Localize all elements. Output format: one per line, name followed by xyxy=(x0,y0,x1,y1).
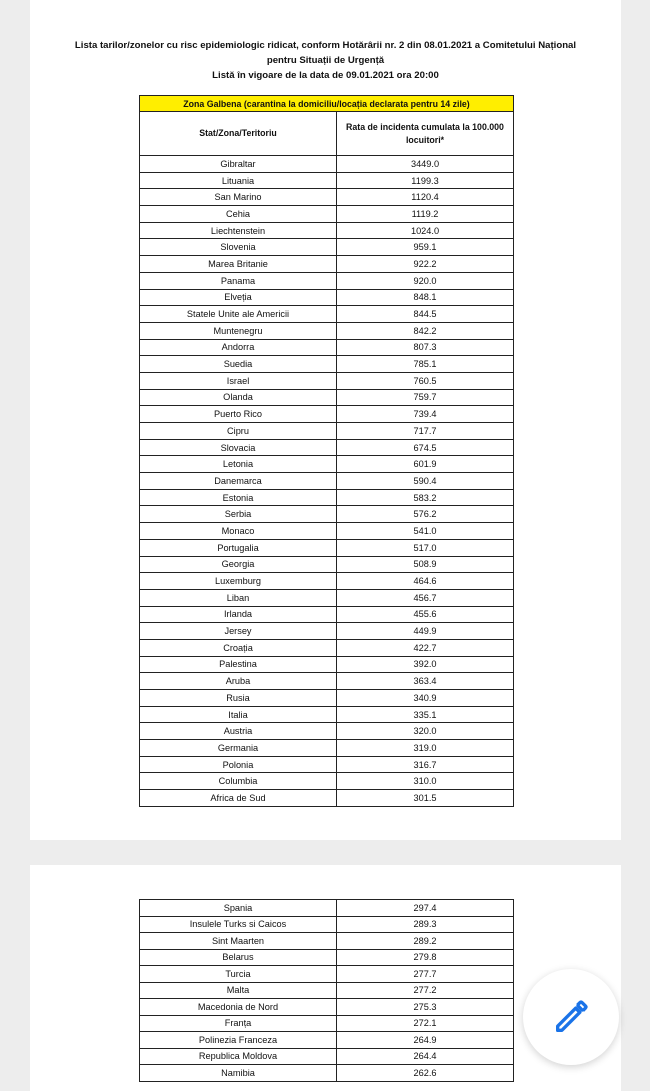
edit-button[interactable] xyxy=(523,969,619,1065)
rate-cell: 456.7 xyxy=(337,589,514,606)
zone-label: Zona Galbena (carantina la domiciliu/locația declarata pentru 14 zile) xyxy=(140,96,514,112)
country-cell: Columbia xyxy=(140,773,337,790)
rate-cell: 319.0 xyxy=(337,740,514,757)
country-cell: Rusia xyxy=(140,690,337,707)
rate-cell: 583.2 xyxy=(337,489,514,506)
rate-cell: 422.7 xyxy=(337,639,514,656)
country-cell: Belarus xyxy=(140,949,337,966)
table-row xyxy=(140,539,514,556)
table-row xyxy=(140,1048,514,1065)
country-cell: Israel xyxy=(140,372,337,389)
table-row xyxy=(140,900,514,917)
country-cell: Franța xyxy=(140,1015,337,1032)
country-cell: Palestina xyxy=(140,656,337,673)
rate-cell: 1120.4 xyxy=(337,189,514,206)
table-row xyxy=(140,982,514,999)
rate-cell: 517.0 xyxy=(337,539,514,556)
table-row xyxy=(140,740,514,757)
country-cell: Statele Unite ale Americii xyxy=(140,306,337,323)
document-page-1 xyxy=(30,0,621,840)
rate-cell: 277.7 xyxy=(337,966,514,983)
table-row xyxy=(140,966,514,983)
table-row xyxy=(140,1015,514,1032)
table-row xyxy=(140,690,514,707)
table-row xyxy=(140,656,514,673)
table-row xyxy=(140,556,514,573)
country-cell: Polinezia Franceza xyxy=(140,1032,337,1049)
table-row xyxy=(140,790,514,807)
country-cell: Andorra xyxy=(140,339,337,356)
country-cell: Elveția xyxy=(140,289,337,306)
country-cell: Irlanda xyxy=(140,606,337,623)
document-heading xyxy=(30,38,621,83)
rate-cell: 674.5 xyxy=(337,439,514,456)
table-row xyxy=(140,389,514,406)
table-row xyxy=(140,489,514,506)
table-row xyxy=(140,949,514,966)
country-cell: Republica Moldova xyxy=(140,1048,337,1065)
country-cell: Malta xyxy=(140,982,337,999)
rate-cell: 279.8 xyxy=(337,949,514,966)
country-cell: Gibraltar xyxy=(140,156,337,173)
rate-cell: 739.4 xyxy=(337,406,514,423)
country-cell: Liechtenstein xyxy=(140,222,337,239)
table-row xyxy=(140,673,514,690)
country-cell: Panama xyxy=(140,272,337,289)
country-cell: Slovenia xyxy=(140,239,337,256)
table-row xyxy=(140,589,514,606)
country-cell: Puerto Rico xyxy=(140,406,337,423)
country-cell: Serbia xyxy=(140,506,337,523)
rate-cell: 272.1 xyxy=(337,1015,514,1032)
country-cell: Olanda xyxy=(140,389,337,406)
rate-cell: 264.9 xyxy=(337,1032,514,1049)
table-row xyxy=(140,189,514,206)
document-page-2 xyxy=(30,865,621,1091)
country-cell: Estonia xyxy=(140,489,337,506)
rate-cell: 310.0 xyxy=(337,773,514,790)
country-cell: Macedonia de Nord xyxy=(140,999,337,1016)
country-cell: Aruba xyxy=(140,673,337,690)
table-row xyxy=(140,206,514,223)
table-row xyxy=(140,506,514,523)
country-cell: Liban xyxy=(140,589,337,606)
rate-cell: 320.0 xyxy=(337,723,514,740)
table-row xyxy=(140,222,514,239)
rate-cell: 464.6 xyxy=(337,573,514,590)
country-cell: Letonia xyxy=(140,456,337,473)
rate-cell: 785.1 xyxy=(337,356,514,373)
rate-cell: 576.2 xyxy=(337,506,514,523)
zone-row xyxy=(140,96,514,112)
table-row xyxy=(140,339,514,356)
column-header-country: Stat/Zona/Teritoriu xyxy=(140,112,337,156)
rate-cell: 335.1 xyxy=(337,706,514,723)
table-row xyxy=(140,439,514,456)
rate-cell: 959.1 xyxy=(337,239,514,256)
table-header-row xyxy=(140,112,514,156)
rate-cell: 297.4 xyxy=(337,900,514,917)
rate-cell: 340.9 xyxy=(337,690,514,707)
country-cell: Austria xyxy=(140,723,337,740)
table-row xyxy=(140,306,514,323)
country-cell: Insulele Turks si Caicos xyxy=(140,916,337,933)
table-row xyxy=(140,573,514,590)
table-row xyxy=(140,623,514,640)
rate-cell: 922.2 xyxy=(337,256,514,273)
country-cell: Italia xyxy=(140,706,337,723)
rate-cell: 262.6 xyxy=(337,1065,514,1082)
rate-cell: 807.3 xyxy=(337,339,514,356)
table-row xyxy=(140,456,514,473)
table-row xyxy=(140,239,514,256)
country-cell: Muntenegru xyxy=(140,322,337,339)
table-row xyxy=(140,1032,514,1049)
pencil-icon xyxy=(551,997,591,1037)
table-row xyxy=(140,372,514,389)
table-row xyxy=(140,723,514,740)
country-cell: Jersey xyxy=(140,623,337,640)
rate-cell: 392.0 xyxy=(337,656,514,673)
table-row xyxy=(140,523,514,540)
rate-cell: 275.3 xyxy=(337,999,514,1016)
country-cell: Danemarca xyxy=(140,473,337,490)
rate-cell: 1024.0 xyxy=(337,222,514,239)
rate-cell: 601.9 xyxy=(337,456,514,473)
rate-cell: 920.0 xyxy=(337,272,514,289)
rate-cell: 449.9 xyxy=(337,623,514,640)
country-cell: Georgia xyxy=(140,556,337,573)
table-row xyxy=(140,172,514,189)
rate-cell: 759.7 xyxy=(337,389,514,406)
country-cell: Turcia xyxy=(140,966,337,983)
country-cell: Africa de Sud xyxy=(140,790,337,807)
table-row xyxy=(140,473,514,490)
heading-line-2: pentru Situații de Urgență xyxy=(266,55,385,66)
rate-cell: 277.2 xyxy=(337,982,514,999)
country-cell: Germania xyxy=(140,740,337,757)
rate-cell: 508.9 xyxy=(337,556,514,573)
country-cell: Namibia xyxy=(140,1065,337,1082)
table-row xyxy=(140,916,514,933)
table-row xyxy=(140,289,514,306)
rate-cell: 844.5 xyxy=(337,306,514,323)
table-row xyxy=(140,756,514,773)
table-row xyxy=(140,256,514,273)
rate-cell: 760.5 xyxy=(337,372,514,389)
table-row xyxy=(140,272,514,289)
rate-cell: 301.5 xyxy=(337,790,514,807)
country-cell: Cipru xyxy=(140,423,337,440)
rate-cell: 1199.3 xyxy=(337,172,514,189)
table-row xyxy=(140,406,514,423)
country-cell: Slovacia xyxy=(140,439,337,456)
table-row xyxy=(140,1065,514,1082)
rate-cell: 3449.0 xyxy=(337,156,514,173)
country-cell: Luxemburg xyxy=(140,573,337,590)
rate-cell: 316.7 xyxy=(337,756,514,773)
column-header-rate: Rata de incidenta cumulata la 100.000 locuitori* xyxy=(337,112,514,156)
rate-cell: 289.3 xyxy=(337,916,514,933)
heading-line-3: Listă în vigoare de la data de 09.01.2021 ora 20:00 xyxy=(212,70,439,81)
table-row xyxy=(140,356,514,373)
rate-cell: 717.7 xyxy=(337,423,514,440)
country-cell: Monaco xyxy=(140,523,337,540)
risk-table xyxy=(139,95,514,807)
country-cell: Lituania xyxy=(140,172,337,189)
rate-cell: 363.4 xyxy=(337,673,514,690)
table-row xyxy=(140,423,514,440)
table-row xyxy=(140,156,514,173)
rate-cell: 842.2 xyxy=(337,322,514,339)
rate-cell: 590.4 xyxy=(337,473,514,490)
country-cell: Suedia xyxy=(140,356,337,373)
country-cell: Sint Maarten xyxy=(140,933,337,950)
country-cell: Cehia xyxy=(140,206,337,223)
rate-cell: 264.4 xyxy=(337,1048,514,1065)
country-cell: Croația xyxy=(140,639,337,656)
table-row xyxy=(140,639,514,656)
country-cell: Portugalia xyxy=(140,539,337,556)
heading-line-1: Lista tarilor/zonelor cu risc epidemiologic ridicat, conform Hotărârii nr. 2 din 08.01.2021 a Comitetului Național xyxy=(74,40,577,51)
table-row xyxy=(140,706,514,723)
table-row xyxy=(140,999,514,1016)
rate-cell: 541.0 xyxy=(337,523,514,540)
table-row xyxy=(140,322,514,339)
rate-cell: 289.2 xyxy=(337,933,514,950)
rate-cell: 1119.2 xyxy=(337,206,514,223)
table-row xyxy=(140,606,514,623)
country-cell: Spania xyxy=(140,900,337,917)
rate-cell: 455.6 xyxy=(337,606,514,623)
country-cell: San Marino xyxy=(140,189,337,206)
rate-cell: 848.1 xyxy=(337,289,514,306)
table-row xyxy=(140,933,514,950)
country-cell: Polonia xyxy=(140,756,337,773)
country-cell: Marea Britanie xyxy=(140,256,337,273)
table-row xyxy=(140,773,514,790)
risk-table-continued xyxy=(139,899,514,1082)
